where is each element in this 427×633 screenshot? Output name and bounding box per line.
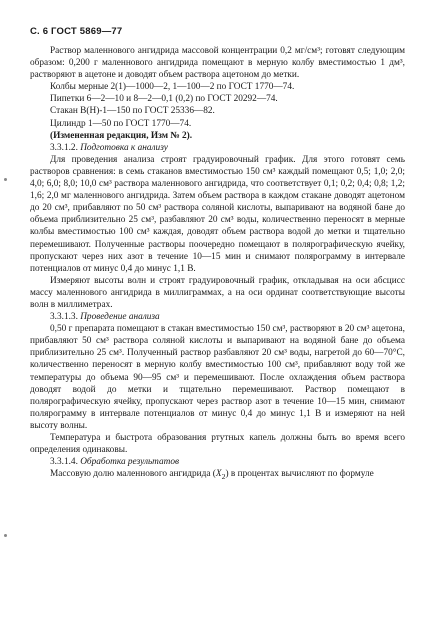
formula-variable: X bbox=[215, 469, 222, 480]
formula-subscript: 2 bbox=[221, 472, 226, 482]
margin-mark bbox=[4, 534, 7, 537]
section-number: 3.3.1.3. bbox=[50, 312, 78, 323]
equipment-list bbox=[30, 81, 405, 141]
section-title: Проведение анализа bbox=[80, 312, 160, 323]
section-title: Обработка результатов bbox=[80, 457, 180, 468]
paragraph: Температура и быстрота образования ртутных капель должны быть во время всего определения одинаковы. bbox=[30, 433, 405, 456]
section-heading bbox=[30, 311, 405, 323]
document-body bbox=[30, 45, 405, 483]
section-title: Подготовка к анализу bbox=[80, 142, 168, 153]
margin-mark bbox=[4, 178, 7, 181]
list-item: Колбы мерные 2(1)—1000—2, 1—100—2 по ГОСТ 1770—74. bbox=[50, 82, 295, 93]
amendment-note: (Измененная редакция, Изм № 2). bbox=[50, 130, 193, 141]
paragraph: Измеряют высоты волн и строят градуировочный график, откладывая на оси абсцисс массу маленнового ангидрида в миллиграммах, а на оси ординат соответствующие высоты волн в миллиметрах. bbox=[30, 275, 405, 310]
paragraph: Для проведения анализа строят градуировочный график. Для этого готовят семь растворов сравнения: в семь стаканов вместимостью 150 см³ каждый помещают 0,5; 1,0; 2,0; 4,0; 6,0; 8,0; 10,0 см³ раствора маленнового ангидрида, что соответствует 0,1; 0,2; 0,4; 0,8; 1,2; 1,6; 2,0 мг маленнового ангидрида. Затем объем раствора в каждом стакане доводят ацетоном до 20 см³, прибавляют по 50 см³ раствора соляной кислоты, выпаривают на водяной бане до объема приблизительно 25 см³, разбавляют 20 см³ воды, количественно переносят в мерные колбы вместимостью 100 см³ каждая, доводят объем раствора водой до метки и тщательно перемешивают. Полученные растворы поочередно помещают в полярографическую ячейку, пропускают через них азот в течение 10—15 мин и снимают полярограмму в интервале потенциалов от минус 0,4 до минус 1,1 В. bbox=[30, 154, 405, 274]
paragraph: Раствор маленнового ангидрида массовой концентрации 0,2 мг/см³; готовят следующим образом: 0,200 г маленнового ангидрида помещают в мерную колбу вместимостью 1 дм³, растворяют в ацетоне и доводят объем раствора ацетоном до метки. bbox=[30, 46, 405, 81]
list-item: Пипетки 6—2—10 и 8—2—0,1 (0,2) по ГОСТ 20292—74. bbox=[50, 94, 278, 105]
list-item: Цилиндр 1—50 по ГОСТ 1770—74. bbox=[50, 118, 192, 129]
text-run: Массовую долю маленнового ангидрида ( bbox=[50, 469, 216, 480]
paragraph bbox=[30, 468, 405, 483]
list-item: Стакан В(Н)-1—150 по ГОСТ 25336—82. bbox=[50, 106, 215, 117]
paragraph: 0,50 г препарата помещают в стакан вместимостью 150 см³, растворяют в 20 см³ ацетона, прибавляют 50 см³ раствора соляной кислоты и выпаривают на водяной бане до объема приблизительно 25 см³. Полученный раствор разбавляют 20 см³ воды, нагретой до 60—70°С, количественно переносят в мерную колбу вместимостью 100 см³, прибавляют воду той же температуры до объема 90—95 см³ и перемешивают. После охлаждения объем раствора доводят водой до метки и тщательно перемешивают. Раствор помещают в полярографическую ячейку, пропускают через раствор азот в течение 10—15 мин, снимают полярограмму в интервале потенциалов от минус 0,4 до минус 1,1 В и измеряют на ней высоту волны. bbox=[30, 324, 405, 431]
section-heading bbox=[30, 456, 405, 468]
section-heading bbox=[30, 142, 405, 154]
text-run: ) в процентах вычисляют по формуле bbox=[225, 469, 374, 480]
section-number: 3.3.1.4. bbox=[50, 457, 78, 468]
section-number: 3.3.1.2. bbox=[50, 142, 78, 153]
page-header: С. 6 ГОСТ 5869—77 bbox=[30, 26, 123, 37]
